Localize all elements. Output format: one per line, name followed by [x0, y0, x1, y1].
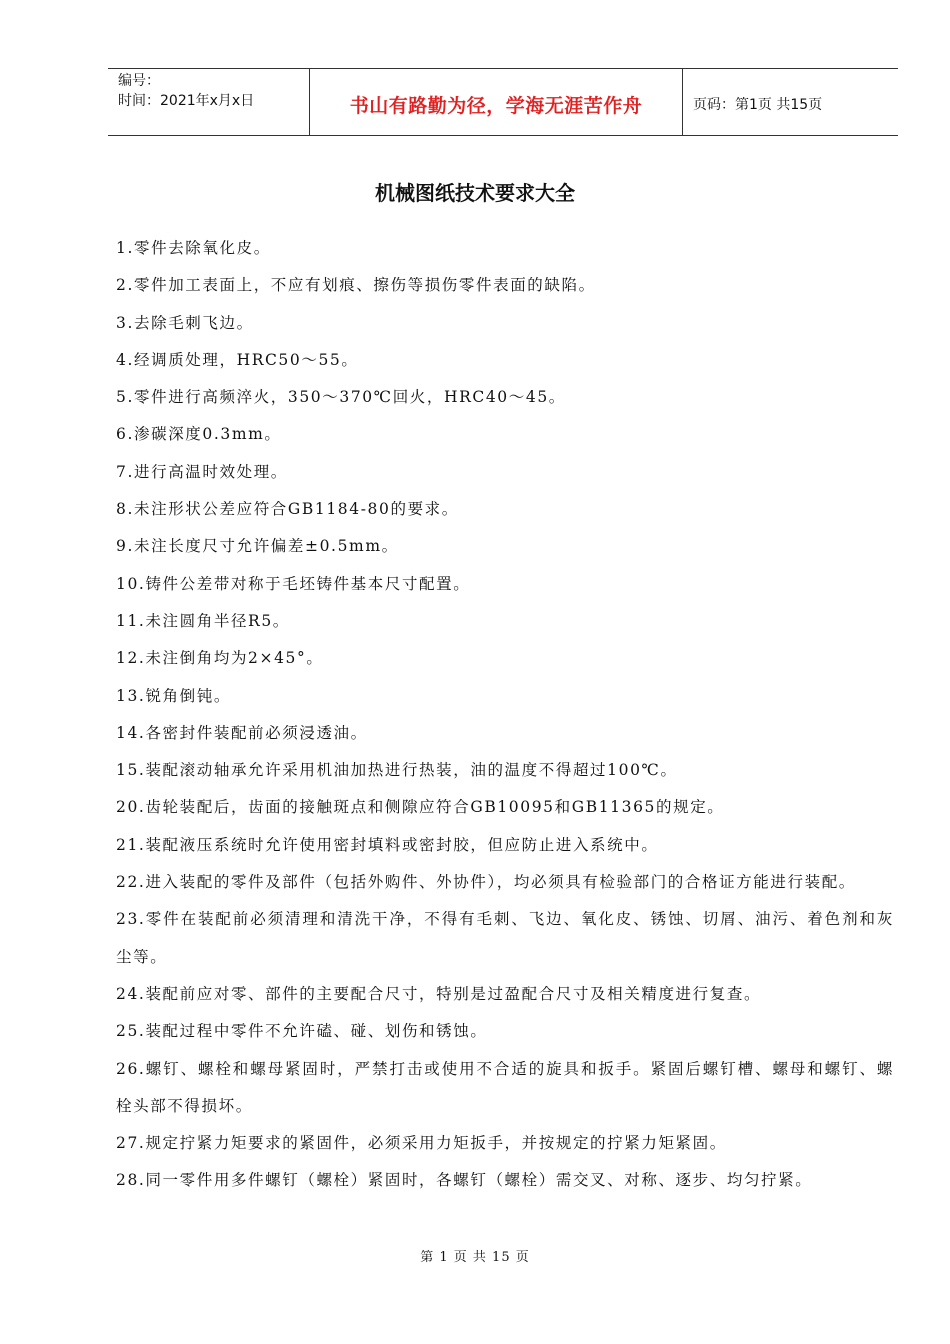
- requirement-item: 20.齿轮装配后，齿面的接触斑点和侧隙应符合GB10095和GB11365的规定。: [116, 798, 725, 817]
- requirement-item: 11.未注圆角半径R5。: [116, 611, 290, 630]
- requirement-item: 2.零件加工表面上，不应有划痕、擦伤等损伤零件表面的缺陷。: [116, 276, 596, 295]
- serial-number-label: 编号：: [118, 73, 160, 89]
- header-page-info: 页码：第1页 共15页: [693, 97, 823, 113]
- requirement-item: 21.装配液压系统时允许使用密封填料或密封胶，但应防止进入系统中。: [116, 835, 659, 854]
- requirement-item: 1.零件去除氧化皮。: [116, 239, 271, 257]
- requirement-item: 4.经调质处理，HRC50～55。: [116, 350, 359, 369]
- requirement-item: 10.铸件公差带对称于毛坯铸件基本尺寸配置。: [116, 574, 471, 593]
- requirement-item: 24.装配前应对零、部件的主要配合尺寸，特别是过盈配合尺寸及相关精度进行复查。: [116, 984, 762, 1003]
- requirement-item: 7.进行高温时效处理。: [116, 462, 288, 481]
- page-footer: 第 1 页 共 15 页: [420, 1250, 530, 1265]
- date-label: 时间：2021年x月x日: [118, 93, 255, 109]
- requirement-item: 5.零件进行高频淬火，350～370℃回火，HRC40～45。: [116, 388, 566, 407]
- requirement-item: 13.锐角倒钝。: [116, 686, 231, 705]
- document-title: 机械图纸技术要求大全: [375, 181, 575, 205]
- requirement-item: 22.进入装配的零件及部件（包括外购件、外协件），均必须具有检验部门的合格证方能进行装配。: [116, 873, 856, 892]
- requirement-item: 3.去除毛刺飞边。: [116, 313, 254, 332]
- requirement-item: 26.螺钉、螺栓和螺母紧固时，严禁打击或使用不合适的旋具和扳手。紧固后螺钉槽、螺母和螺钉、螺栓头部不得损坏。: [116, 1059, 894, 1115]
- document-header: [108, 68, 898, 136]
- requirement-item: 14.各密封件装配前必须浸透油。: [116, 723, 368, 742]
- requirement-item: 12.未注倒角均为2×45°。: [116, 649, 324, 668]
- requirements-list: [116, 230, 894, 1200]
- header-meta-cell: [108, 69, 310, 135]
- header-slogan: 书山有路勤为径，学海无涯苦作舟: [310, 69, 683, 135]
- requirement-item: 8.未注形状公差应符合GB1184-80的要求。: [116, 500, 459, 519]
- requirement-item: 15.装配滚动轴承允许采用机油加热进行热装，油的温度不得超过100℃。: [116, 761, 678, 780]
- requirement-item: 9.未注长度尺寸允许偏差±0.5mm。: [116, 537, 399, 556]
- requirement-item: 23.零件在装配前必须清理和清洗干净，不得有毛刺、飞边、氧化皮、锈蚀、切屑、油污、着色剂和灰尘等。: [116, 910, 894, 966]
- requirement-item: 28.同一零件用多件螺钉（螺栓）紧固时，各螺钉（螺栓）需交叉、对称、逐步、均匀拧紧。: [116, 1171, 813, 1190]
- requirement-item: 27.规定拧紧力矩要求的紧固件，必须采用力矩扳手，并按规定的拧紧力矩紧固。: [116, 1134, 727, 1153]
- requirement-item: 25.装配过程中零件不允许磕、碰、划伤和锈蚀。: [116, 1022, 488, 1041]
- requirement-item: 6.渗碳深度0.3mm。: [116, 425, 282, 444]
